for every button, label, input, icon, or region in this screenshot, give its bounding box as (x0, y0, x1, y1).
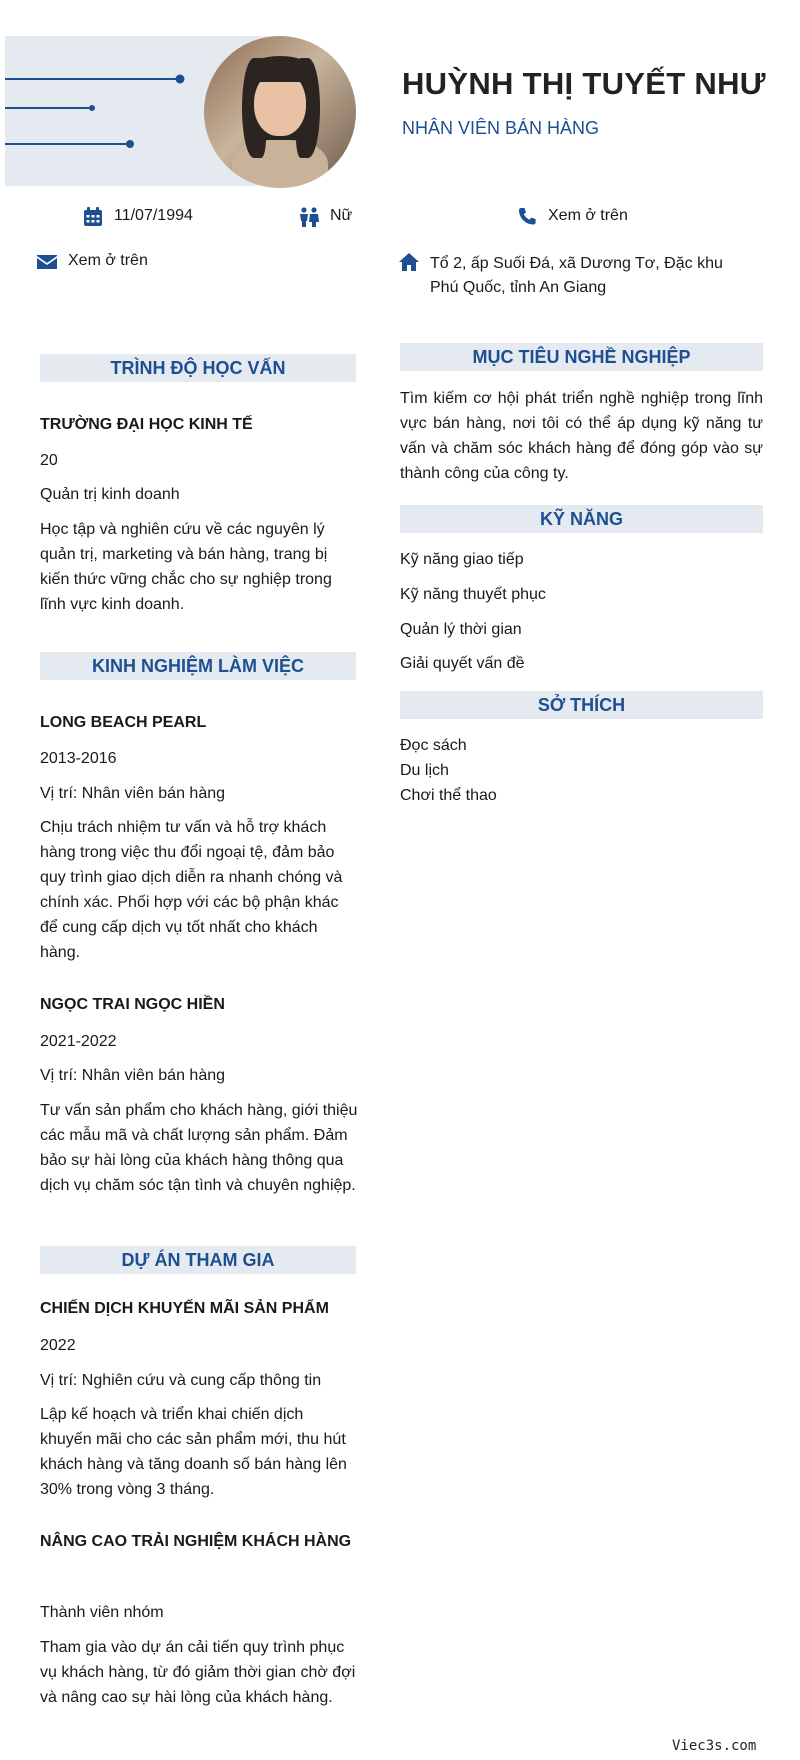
experience-description: Tư vấn sản phẩm cho khách hàng, giới thiệu các mẫu mã và chất lượng sản phẩm. Đảm bảo sự hài lòng của khách hàng thông qua dịch vụ chăm sóc tận tình và chuyên nghiệp. (40, 1102, 358, 1194)
calendar-icon (82, 207, 104, 227)
objective-title: MỤC TIÊU NGHỀ NGHIỆP (400, 343, 763, 371)
project-position: Thành viên nhóm (40, 1604, 164, 1621)
projects-title: DỰ ÁN THAM GIA (40, 1246, 356, 1274)
experience-position: Vị trí: Nhân viên bán hàng (40, 1067, 226, 1084)
footer-watermark: Viec3s.com (672, 1738, 757, 1754)
envelope-icon (36, 252, 58, 272)
home-icon (398, 252, 420, 272)
phone-icon (516, 207, 538, 227)
phone-text: Xem ở trên (548, 207, 628, 224)
experience-company: NGỌC TRAI NGỌC HIỀN (40, 996, 225, 1013)
candidate-name: HUỲNH THỊ TUYẾT NHƯ (402, 66, 766, 101)
project-description: Lập kế hoạch và triển khai chiến dịch khuyến mãi cho các sản phẩm mới, thu hút khách hàng và tăng doanh số bán hàng lên 30% trong vòng 3 tháng. (40, 1406, 347, 1498)
hobby-item: Đọc sách (400, 737, 467, 754)
gender-text: Nữ (330, 207, 353, 224)
education-year: 20 (40, 452, 58, 469)
hobby-item: Chơi thể thao (400, 787, 497, 804)
hobbies-title: SỞ THÍCH (400, 691, 763, 719)
experience-company: LONG BEACH PEARL (40, 714, 207, 731)
profile-photo (204, 36, 356, 188)
skill-item: Quản lý thời gian (400, 621, 522, 638)
skill-item: Kỹ năng thuyết phục (400, 586, 546, 603)
gender-icon (298, 207, 320, 227)
objective-text: Tìm kiếm cơ hội phát triển nghề nghiệp trong lĩnh vực bán hàng, nơi tôi có thể áp dụng kỹ năng tư vấn và chăm sóc khách hàng để đóng góp vào sự thành công của công ty. (400, 390, 763, 482)
email-info (36, 252, 148, 272)
experience-period: 2021-2022 (40, 1033, 117, 1050)
candidate-role: NHÂN VIÊN BÁN HÀNG (402, 118, 600, 138)
email-text: Xem ở trên (68, 252, 148, 269)
education-description: Học tập và nghiên cứu về các nguyên lý quản trị, marketing và bán hàng, trang bị kiến thức vững chắc cho sự nghiệp trong lĩnh vực kinh doanh. (40, 521, 332, 613)
experience-title: KINH NGHIỆM LÀM VIỆC (40, 652, 356, 680)
project-position: Vị trí: Nghiên cứu và cung cấp thông tin (40, 1372, 322, 1389)
skill-item: Kỹ năng giao tiếp (400, 551, 524, 568)
project-name: NÂNG CAO TRẢI NGHIỆM KHÁCH HÀNG (40, 1533, 352, 1550)
education-school: TRƯỜNG ĐẠI HỌC KINH TẾ (40, 416, 253, 433)
experience-position: Vị trí: Nhân viên bán hàng (40, 785, 226, 802)
education-title: TRÌNH ĐỘ HỌC VẤN (40, 354, 356, 382)
skills-title: KỸ NĂNG (400, 505, 763, 533)
project-name: CHIẾN DỊCH KHUYẾN MÃI SẢN PHẨM (40, 1300, 329, 1317)
address-info (398, 252, 738, 300)
birthday-info (82, 207, 193, 227)
project-year: 2022 (40, 1337, 76, 1354)
decorative-lines (5, 36, 195, 186)
gender-info (298, 207, 352, 227)
address-text: Tổ 2, ấp Suối Đá, xã Dương Tơ, Đặc khu Phú Quốc, tỉnh An Giang (430, 255, 723, 296)
skill-item: Giải quyết vấn đề (400, 655, 525, 672)
hobby-item: Du lịch (400, 762, 449, 779)
experience-period: 2013-2016 (40, 750, 117, 767)
education-major: Quản trị kinh doanh (40, 486, 180, 503)
project-description: Tham gia vào dự án cải tiến quy trình phục vụ khách hàng, từ đó giảm thời gian chờ đợi và nâng cao sự hài lòng của khách hàng. (40, 1639, 356, 1706)
phone-info (516, 207, 628, 227)
experience-description: Chịu trách nhiệm tư vấn và hỗ trợ khách hàng trong việc thu đổi ngoại tệ, đảm bảo quy trình giao dịch diễn ra nhanh chóng và chính xác. Phối hợp với các bộ phận khác để cung cấp dịch vụ tốt nhất cho khách hàng. (40, 819, 343, 961)
birthday-text: 11/07/1994 (114, 207, 193, 224)
